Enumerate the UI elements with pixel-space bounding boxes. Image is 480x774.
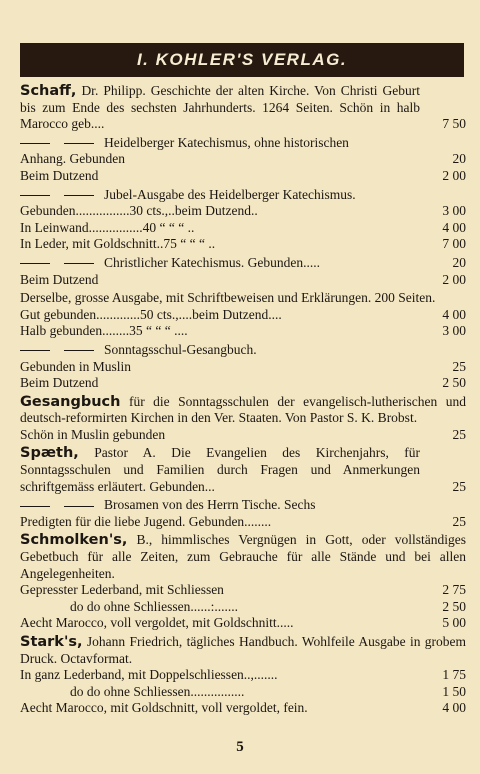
entry-text-wrap: [20, 634, 466, 666]
catalog-entry: [20, 634, 466, 717]
catalog-entry: [20, 255, 466, 288]
price-line: [20, 236, 466, 253]
price: 3 00: [442, 323, 466, 339]
price: 2 00: [442, 167, 466, 183]
price: 1 50: [442, 683, 466, 699]
entry-text: Derselbe, grosse Ausgabe, mit Schriftbeweisen und Erklärungen. 200 Seiten.: [20, 290, 436, 306]
price-line: [20, 220, 466, 237]
price-line: [20, 203, 466, 220]
price: 25: [452, 426, 466, 442]
price-line: [20, 684, 466, 701]
price-line: [20, 307, 466, 324]
price: 2 75: [442, 582, 466, 598]
price-line-label: Gebunden................30 cts.,..beim Dutzend..: [20, 203, 258, 219]
entry-description: [20, 532, 466, 582]
price-line: [20, 375, 466, 392]
entry-text: Johann Friedrich, tägliches Handbuch. Wohlfeile Ausgabe in grobem Druck. Octavformat.: [20, 634, 467, 666]
sub-title: [20, 342, 420, 359]
entry-description: [20, 290, 466, 307]
price-line: [20, 514, 466, 531]
sub-title-text: Heidelberger Katechismus, ohne historischen: [104, 134, 349, 150]
sub-title: [20, 187, 420, 204]
price: 4 00: [442, 700, 466, 716]
price-line-label: Gepresster Lederband, mit Schliessen: [20, 582, 224, 598]
entry-row: [20, 445, 466, 495]
sub-title-text: Christlicher Katechismus. Gebunden.....: [104, 254, 320, 270]
catalog-entry: [20, 394, 466, 444]
publisher-header: [20, 43, 464, 77]
price-line-label: Halb gebunden........35 “ “ “ ....: [20, 323, 188, 339]
catalog-entry: [20, 532, 466, 632]
entry-text-wrap: [20, 445, 420, 493]
price-line-label: Beim Dutzend: [20, 167, 99, 183]
sub-title-text: Jubel-Ausgabe des Heidelberger Katechismus.: [104, 186, 356, 202]
entry-text: Dr. Philipp. Geschichte der alten Kirche. Von Christi Geburt bis zum Ende des sechsten Jahrhunderts. 1264 Seiten. Schön in halb Marocco geb....: [20, 83, 420, 132]
price-line-label: Gut gebunden.............50 cts.,....beim Dutzend....: [20, 306, 282, 322]
catalog-entry: [20, 445, 466, 495]
price-line: [20, 323, 466, 340]
entry-description: [20, 394, 466, 427]
price-line-label: Aecht Marocco, mit Goldschnitt, voll vergoldet, fein.: [20, 700, 308, 716]
price: 20: [452, 254, 466, 270]
sub-title: [20, 135, 420, 152]
price-line-label: Predigten für die liebe Jugend. Gebunden........: [20, 513, 272, 529]
dash-rule: [64, 195, 94, 196]
price-line-label: In Leinwand................40 “ “ “ ..: [20, 219, 195, 235]
sub-title-text: Sonntagsschul-Gesangbuch.: [104, 341, 257, 357]
price: 2 00: [442, 271, 466, 287]
sub-title-row: [20, 497, 466, 514]
price: 25: [452, 358, 466, 374]
price-line-label: Schön in Muslin gebunden: [20, 426, 166, 442]
author-name: Schaff,: [20, 83, 77, 99]
page-number: 5: [236, 739, 244, 755]
price: 3 00: [442, 203, 466, 219]
dash-rule: [20, 263, 50, 264]
author-name: Schmolken's,: [20, 532, 128, 549]
author-name: Spæth,: [20, 445, 79, 462]
price-line: [20, 427, 466, 444]
price: 4 00: [442, 219, 466, 235]
entry-text-wrap: [20, 532, 466, 580]
entry-text: für die Sonntagsschulen der evangelisch-lutherischen und deutsch-reformirten Kirchen in den Ver. Staaten. Von Pastor S. K. Brobst.: [20, 393, 466, 426]
price-line: [20, 582, 466, 599]
entry-text: B., himmlisches Vergnügen in Gott, oder vollständiges Gebetbuch für alle Zeiten, zum Gebrauche für alle Stände und bei allen Angelegenheiten.: [20, 532, 466, 581]
entry-text-block: [20, 83, 420, 133]
sub-title: [20, 497, 420, 514]
dash-rule: [20, 195, 50, 196]
sub-title-row: [20, 135, 466, 152]
sub-title-row: [20, 187, 466, 204]
entry-text: Pastor A. Die Evangelien des Kirchenjahrs, für Sonntagsschulen und Familien durch Fragen und Anmerkungen schriftgemäss erläutert. Gebunden...: [20, 445, 420, 494]
price-line-label: Gebunden in Muslin: [20, 358, 131, 374]
catalog-entry: [20, 135, 466, 185]
price: 7 00: [442, 236, 466, 252]
entry-text-wrap: [20, 394, 466, 426]
entry-text-block: [20, 445, 420, 495]
price: 20: [452, 151, 466, 167]
dash-rule: [64, 263, 94, 264]
price-line: [20, 700, 466, 717]
price-line: [20, 599, 466, 616]
dash-rule: [20, 350, 50, 351]
price-line: [20, 615, 466, 632]
dash-rule: [64, 350, 94, 351]
price: 25: [452, 513, 466, 529]
dash-rule: [64, 506, 94, 507]
price: 4 00: [442, 306, 466, 322]
price-line-label: In Leder, mit Goldschnitt..75 “ “ “ ..: [20, 236, 216, 252]
price-line: [20, 272, 466, 289]
dash-rule: [64, 143, 94, 144]
sub-title: [20, 255, 420, 272]
price: 1 75: [442, 667, 466, 683]
price-line-label: Aecht Marocco, voll vergoldet, mit Goldschnitt.....: [20, 615, 294, 631]
dash-rule: [20, 506, 50, 507]
price-line-label: do do ohne Schliessen................: [70, 683, 245, 699]
price-line: [20, 168, 466, 185]
price-line: [20, 151, 466, 168]
price-line-label: Beim Dutzend: [20, 271, 99, 287]
author-name: Stark's,: [20, 634, 83, 650]
price-line-label: Anhang. Gebunden: [20, 151, 125, 167]
catalog-entry: [20, 83, 466, 133]
catalog-entry: [20, 497, 466, 530]
price-line-label: In ganz Lederband, mit Doppelschliessen..,.......: [20, 667, 278, 683]
price: 7 50: [442, 116, 466, 132]
sub-title-row: [20, 255, 466, 272]
price: 25: [452, 478, 466, 494]
entry-description: [20, 634, 466, 667]
catalog-entry: [20, 187, 466, 253]
publisher-title: I. KOHLER'S VERLAG.: [136, 50, 348, 69]
sub-title-row: [20, 342, 466, 359]
sub-title-text: Brosamen von des Herrn Tische. Sechs: [104, 497, 316, 513]
author-name: Gesangbuch: [20, 393, 121, 410]
entry-text-wrap: [20, 290, 435, 305]
catalog-listing: [20, 83, 466, 719]
entry-row: [20, 83, 466, 133]
price: 5 00: [442, 615, 466, 631]
price-line-label: Beim Dutzend: [20, 375, 99, 391]
price: 2 50: [442, 375, 466, 391]
entry-text-wrap: [20, 83, 420, 131]
price-line: [20, 359, 466, 376]
price-line-label: do do ohne Schliessen......:.......: [70, 598, 238, 614]
catalog-entry: [20, 342, 466, 392]
price: 2 50: [442, 598, 466, 614]
dash-rule: [20, 143, 50, 144]
catalog-entry: [20, 290, 466, 340]
price-line: [20, 667, 466, 684]
